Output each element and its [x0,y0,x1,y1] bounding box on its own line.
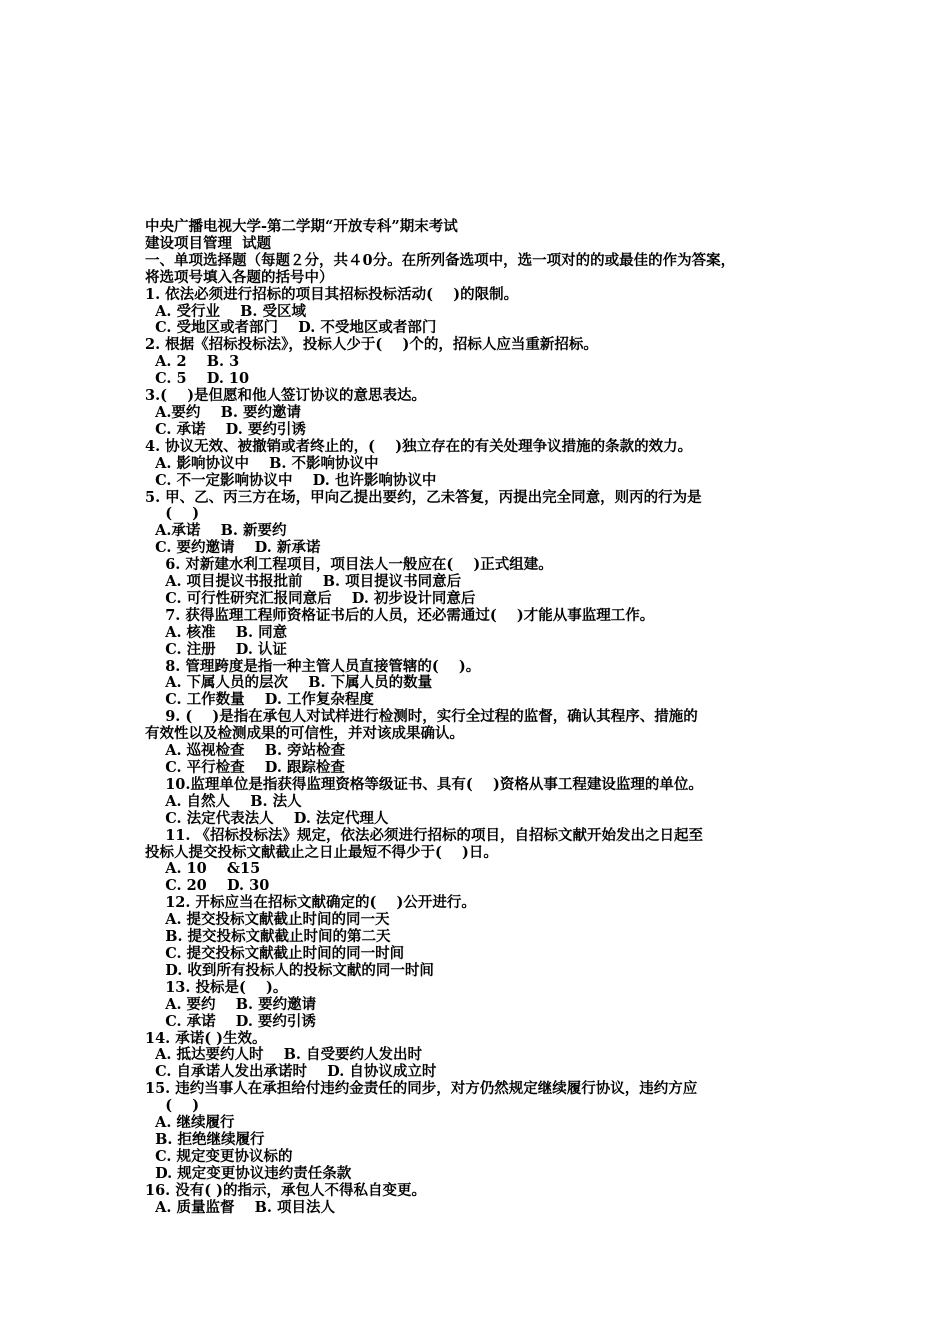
question-line: 5. 甲、乙、丙三方在场，甲向乙提出要约，乙未答复，丙提出完全同意，则丙的行为是 [145,488,702,506]
question-line: D. 收到所有投标人的投标文献的同一时间 [145,961,434,979]
question-line: C. 注册 D. 认证 [145,640,287,658]
question-line: A. 继续履行 [145,1114,235,1132]
question-line: A. 受行业 B. 受区域 [145,302,306,320]
question-line: C. 法定代表法人 D. 法定代理人 [145,809,389,827]
question-line: A.承诺 B. 新要约 [145,522,287,540]
question-line: C. 要约邀请 D. 新承诺 [145,539,321,557]
question-line: B. 拒绝继续履行 [145,1130,265,1148]
question-line: 一、单项选择题（每题２分，共４0分。在所列备选项中，选一项对的的或最佳的作为答案， [145,251,736,269]
question-line: A. 项目提议书报批前 B. 项目提议书同意后 [145,573,462,591]
document-title: 中央广播电视大学-第二学期“开放专科”期末考试 [145,218,458,235]
question-line: 13. 投标是( )。 [145,978,288,996]
question-line: A. 抵达要约人时 B. 自受要约人发出时 [145,1046,422,1064]
question-line: 11. 《招标投标法》规定，依法必须进行招标的项目，自招标文献开始发出之日起至 [145,826,703,844]
question-line: C. 工作数量 D. 工作复杂程度 [145,691,374,709]
document-subject: 建设项目管理 试题 [145,234,272,252]
question-line: 9. ( )是指在承包人对试样进行检测时，实行全过程的监督，确认其程序、措施的 [145,708,698,726]
question-line: A. 巡视检查 B. 旁站检查 [145,742,346,760]
question-line: 15. 违约当事人在承担给付违约金责任的同步，对方仍然规定继续履行协议，违约方应 [145,1080,698,1098]
question-line: A. 核准 B. 同意 [145,623,288,641]
question-line: C. 受地区或者部门 D. 不受地区或者部门 [145,319,437,337]
question-line: A. 下属人员的层次 B. 下属人员的数量 [145,674,433,692]
question-line: 16. 没有( )的指示，承包人不得私自变更。 [145,1181,427,1199]
question-line: 14. 承诺( )生效。 [145,1029,267,1047]
question-line: C. 规定变更协议标的 [145,1147,293,1165]
question-line: ( ) [145,505,200,523]
question-line: C. 承诺 D. 要约引诱 [145,420,306,438]
question-line: C. 自承诺人发出承诺时 D. 自协议成立时 [145,1063,437,1081]
question-line: A. 提交投标文献截止时间的同一天 [145,911,390,929]
exam-content [145,219,825,1216]
question-line: 投标人提交投标文献截止之日止最短不得少于( )日。 [145,843,498,861]
question-line: 8. 管理跨度是指一种主管人员直接管辖的( )。 [145,657,481,675]
question-line: C. 不一定影响协议中 D. 也许影响协议中 [145,471,437,489]
question-line: 将选项号填入各题的括号中） [145,268,334,286]
question-line: 2. 根据《招标投标法》，投标人少于( )个的，招标人应当重新招标。 [145,336,598,354]
question-line: 6. 对新建水利工程项目，项目法人一般应在( )正式组建。 [145,556,553,574]
question-line: 10.监理单位是指获得监理资格等级证书、具有( )资格从事工程建设监理的单位。 [145,775,703,793]
question-line: A. 自然人 B. 法人 [145,792,302,810]
question-line: 7. 获得监理工程师资格证书后的人员，还必需通过( )才能从事监理工作。 [145,606,655,624]
question-line: C. 提交投标文献截止时间的同一时间 [145,944,405,962]
question-line: C. 20 D. 30 [145,877,270,895]
question-line: A. 2 B. 3 [145,353,240,371]
question-line: 1. 依法必须进行招标的项目其招标投标活动( )的限制。 [145,285,519,303]
question-line: A.要约 B. 要约邀请 [145,403,301,421]
question-line: A. 要约 B. 要约邀请 [145,995,317,1013]
question-line: C. 平行检查 D. 跟踪检查 [145,759,345,776]
question-line: C. 承诺 D. 要约引诱 [145,1012,316,1030]
question-line: 4. 协议无效、被撤销或者终止的，( )独立存在的有关处理争议措施的条款的效力。 [145,437,693,455]
question-line: C. 5 D. 10 [145,370,250,388]
question-line: 有效性以及检测成果的可信性，并对该成果确认。 [145,725,464,743]
question-line: A. 影响协议中 B. 不影响协议中 [145,454,379,472]
question-lines [145,253,825,1217]
question-line: B. 提交投标文献截止时间的第二天 [145,928,391,946]
question-line: ( ) [145,1097,200,1115]
question-line: D. 规定变更协议违约责任条款 [145,1164,352,1182]
question-line: C. 可行性研究汇报同意后 D. 初步设计同意后 [145,589,476,607]
question-line: A. 10 &15 [145,860,261,878]
question-line: 12. 开标应当在招标文献确定的( )公开进行。 [145,894,476,912]
question-line: 3.( )是但愿和他人签订协议的意思表达。 [145,387,427,405]
question-line: A. 质量监督 B. 项目法人 [145,1198,335,1216]
